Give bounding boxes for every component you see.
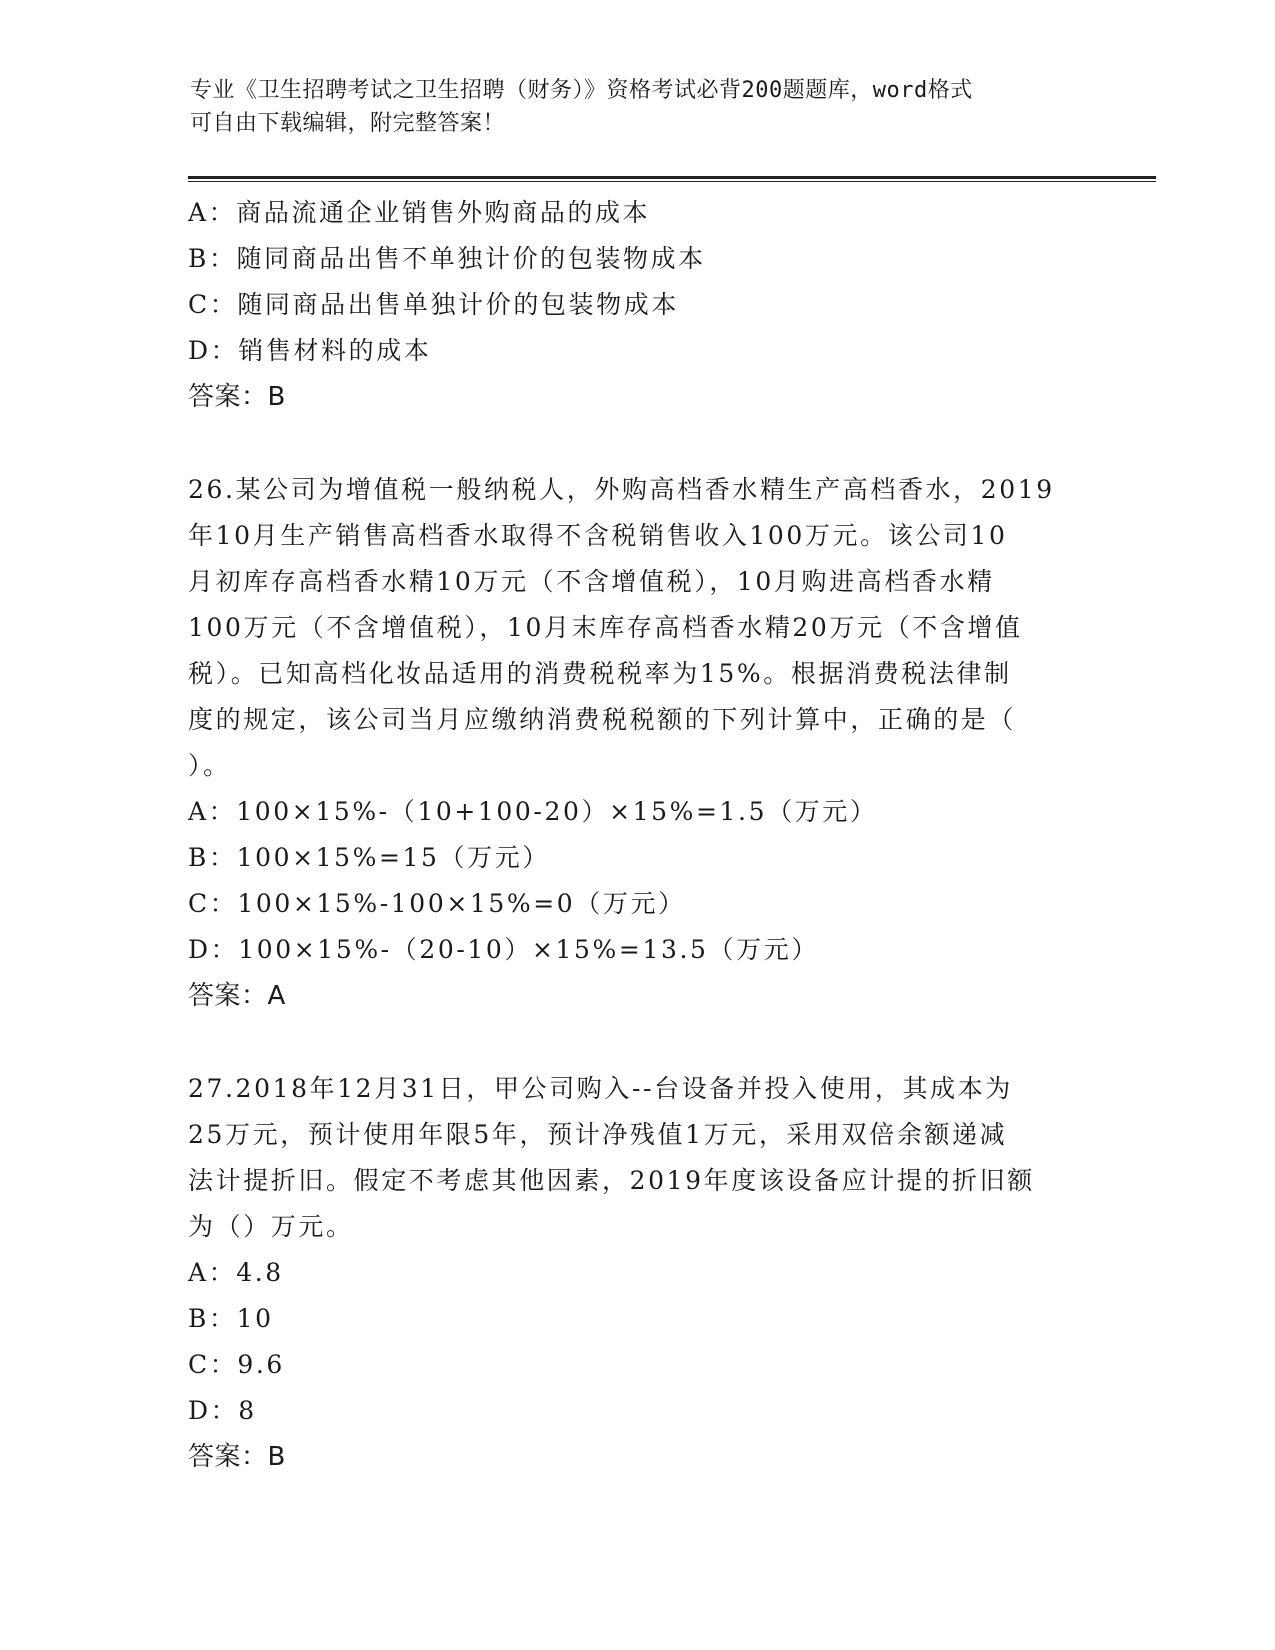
question-27 [188,1066,1088,1480]
option-c: C：100×15%-100×15%=0（万元） [188,889,686,918]
header-line-2: 可自由下载编辑，附完整答案！ [190,111,506,136]
document-header [190,74,1070,140]
option-a: A：商品流通企业销售外购商品的成本 [188,198,651,227]
option-a: A：4.8 [188,1258,284,1287]
question-stem-line: 26.某公司为增值税一般纳税人，外购高档香水精生产高档香水，2019 [188,475,1055,504]
question-25 [188,190,1088,420]
option-d: D：8 [188,1396,257,1425]
option-b: B：100×15%=15（万元） [188,843,550,872]
document-body [188,190,1088,1480]
question-stem-line: 法计提折旧。假定不考虑其他因素，2019年度该设备应计提的折旧额 [188,1166,1035,1195]
header-line-1: 专业《卫生招聘考试之卫生招聘（财务）》资格考试必背200题题库，word格式 [190,78,973,103]
option-d: D：100×15%-（20-10）×15%=13.5（万元） [188,935,819,964]
answer-line: 答案：B [188,382,286,412]
question-stem-line: ）。 [188,751,231,780]
question-26 [188,467,1088,1019]
question-stem-line: 100万元（不含增值税），10月末库存高档香水精20万元（不含增值 [188,613,1023,642]
question-stem-line: 度的规定，该公司当月应缴纳消费税税额的下列计算中，正确的是（ [188,705,1017,734]
option-b: B：随同商品出售不单独计价的包装物成本 [188,244,706,273]
option-a: A：100×15%-（10+100-20）×15%=1.5（万元） [188,797,878,826]
option-c: C：随同商品出售单独计价的包装物成本 [188,290,679,319]
question-stem-line: 税）。已知高档化妆品适用的消费税税率为15%。根据消费税法律制 [188,659,1012,688]
question-stem-line: 为（）万元。 [188,1212,354,1241]
option-b: B：10 [188,1304,274,1333]
header-divider-thin [188,181,1156,182]
option-d: D：销售材料的成本 [188,336,432,365]
question-stem-line: 年10月生产销售高档香水取得不含税销售收入100万元。该公司10 [188,521,1008,550]
question-stem-line: 25万元，预计使用年限5年，预计净残值1万元，采用双倍余额递减 [188,1120,1008,1149]
answer-line: 答案：A [188,981,286,1011]
question-stem-line: 27.2018年12月31日，甲公司购入--台设备并投入使用，其成本为 [188,1074,1013,1103]
answer-line: 答案：B [188,1442,286,1472]
header-divider [188,176,1156,179]
question-stem-line: 月初库存高档香水精10万元（不含增值税），10月购进高档香水精 [188,567,995,596]
option-c: C：9.6 [188,1350,285,1379]
